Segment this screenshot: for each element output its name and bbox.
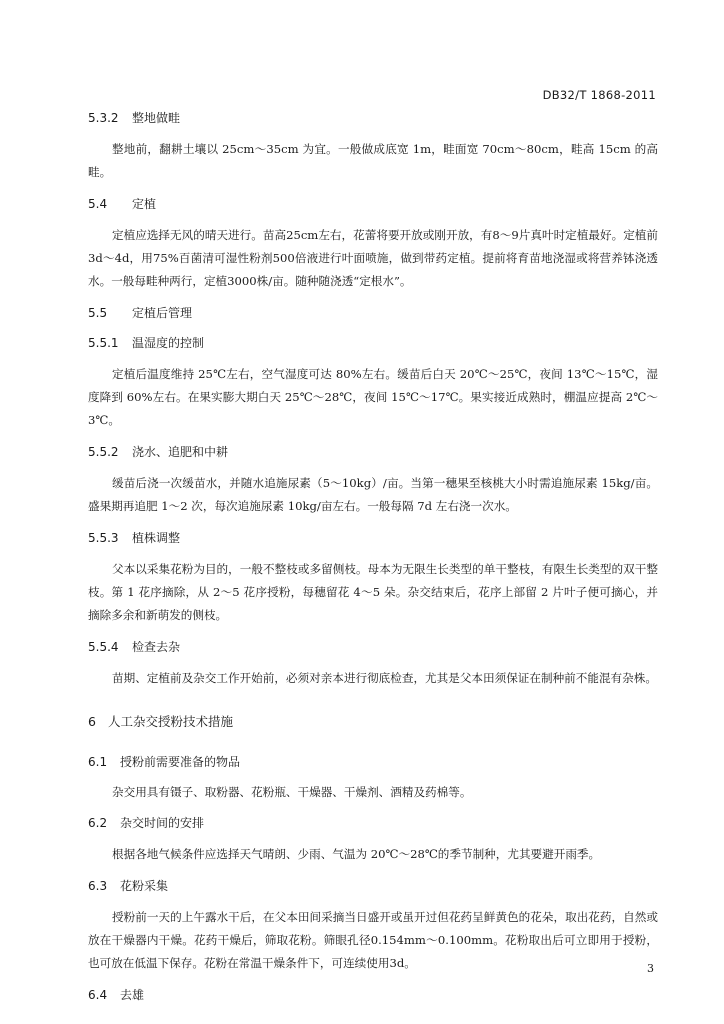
section-heading-5-5-4	[88, 638, 658, 655]
section-heading-6	[88, 712, 658, 730]
section-heading-6-3	[88, 877, 658, 894]
section-heading-5-5	[88, 304, 658, 321]
section-number: 6.1	[88, 755, 108, 769]
section-title: 定植	[132, 197, 157, 211]
section-title: 植株调整	[132, 531, 181, 545]
section-title: 定植后管理	[132, 306, 193, 320]
section-heading-5-4	[88, 195, 658, 212]
section-number: 5.5.2	[88, 445, 119, 459]
section-number: 6	[88, 714, 96, 729]
document-code: DB32/T 1868-2011	[542, 88, 656, 102]
section-number: 5.4	[88, 197, 108, 211]
section-title: 去雄	[120, 988, 145, 1002]
paragraph-5-3-2: 整地前，翻耕土壤以 25cm～35cm 为宜。一般做成底宽 1m，畦面宽 70cm～80cm，畦高 15cm 的高畦。	[88, 142, 658, 179]
paragraph-5-4: 定植应选择无风的晴天进行。苗高25cm左右，花蕾将要开放或刚开放，有8～9片真叶时定植最好。定植前3d～4d，用75%百菌清可湿性粉剂500倍液进行叶面喷施，做到带药定植。提前将育苗地浇湿或将营养钵浇透水。一般每畦种两行，定植3000株/亩。随种随浇透“定根水”。	[88, 228, 658, 288]
paragraph-6-2: 根据各地气候条件应选择天气晴朗、少雨、气温为 20℃～28℃的季节制种，尤其要避开雨季。	[112, 847, 601, 861]
section-number: 5.5.4	[88, 640, 119, 654]
section-title: 授粉前需要准备的物品	[120, 755, 241, 769]
paragraph-5-5-4: 苗期、定植前及杂交工作开始前，必须对亲本进行彻底检查，尤其是父本田须保证在制种前不能混有杂株。	[112, 671, 657, 685]
section-title: 浇水、追肥和中耕	[132, 445, 229, 459]
section-number: 5.5.1	[88, 336, 119, 350]
section-heading-5-5-3	[88, 529, 658, 546]
section-heading-6-1	[88, 753, 658, 770]
section-title: 花粉采集	[120, 879, 169, 893]
document-body	[88, 109, 658, 1003]
section-heading-6-4	[88, 986, 658, 1003]
section-heading-6-2	[88, 814, 658, 831]
section-number: 5.5.3	[88, 531, 119, 545]
paragraph-6-3: 授粉前一天的上午露水干后，在父本田间采摘当日盛开或虽开过但花药呈鲜黄色的花朵，取出花药，自然或放在干燥器内干燥。花药干燥后，筛取花粉。筛眼孔径0.154mm～0.100mm。花粉取出后可立即用于授粉，也可放在低温下保存。花粉在常温干燥条件下，可连续使用3d。	[88, 910, 658, 970]
page-number: 3	[647, 962, 654, 975]
paragraph-5-5-3: 父本以采集花粉为目的，一般不整枝或多留侧枝。母本为无限生长类型的单干整枝，有限生长类型的双干整枝。第 1 花序摘除，从 2～5 花序授粉，每穗留花 4～5 朵。杂交结束后，花序上部留 2 片叶子便可摘心，并摘除多余和新萌发的侧枝。	[88, 562, 658, 622]
section-number: 6.3	[88, 879, 108, 893]
paragraph-5-5-1: 定植后温度维持 25℃左右，空气湿度可达 80%左右。缓苗后白天 20℃～25℃，夜间 13℃～15℃，湿度降到 60%左右。在果实膨大期白天 25℃～28℃，夜间 15℃～17℃。果实接近成熟时，棚温应提高 2℃～3℃。	[88, 367, 658, 427]
section-title: 温湿度的控制	[132, 336, 205, 350]
section-number: 6.2	[88, 816, 108, 830]
section-title: 检查去杂	[132, 640, 181, 654]
section-title: 人工杂交授粉技术措施	[108, 714, 234, 729]
section-heading-5-5-1	[88, 334, 658, 351]
section-number: 5.5	[88, 306, 108, 320]
section-number: 6.4	[88, 988, 108, 1002]
section-heading-5-3-2	[88, 109, 658, 126]
section-number: 5.3.2	[88, 111, 119, 125]
paragraph-6-1: 杂交用具有镊子、取粉器、花粉瓶、干燥器、干燥剂、酒精及药棉等。	[112, 785, 472, 799]
section-title: 杂交时间的安排	[120, 816, 205, 830]
section-title: 整地做畦	[132, 111, 181, 125]
paragraph-5-5-2: 缓苗后浇一次缓苗水，并随水追施尿素（5～10kg）/亩。当第一穗果至核桃大小时需追施尿素 15kg/亩。盛果期再追肥 1～2 次，每次追施尿素 10kg/亩左右。一般每隔 7d 左右浇一次水。	[88, 476, 658, 513]
section-heading-5-5-2	[88, 443, 658, 460]
